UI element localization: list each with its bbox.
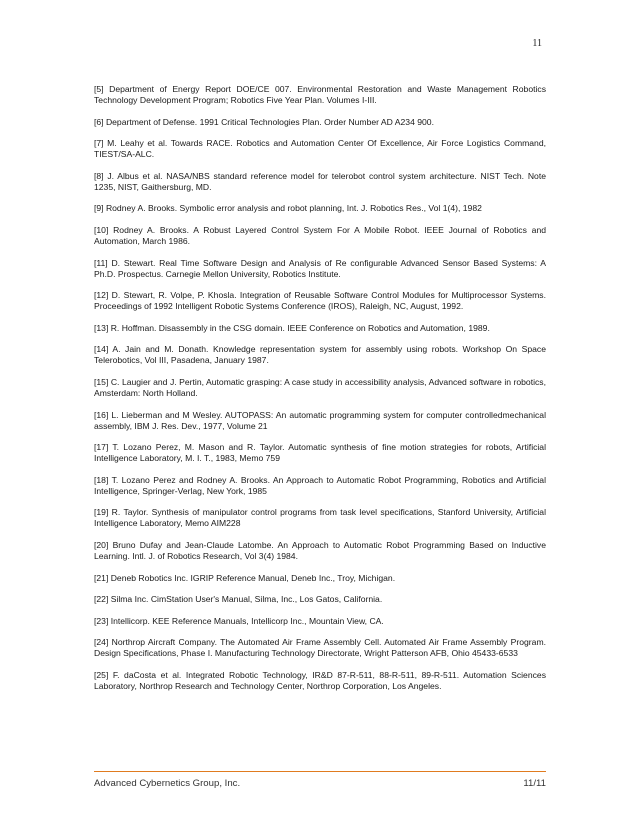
page-number: 11 <box>532 38 542 49</box>
reference-7: [7] M. Leahy et al. Towards RACE. Robotics and Automation Center Of Excellence, Air Force Logistics Command, TIEST/SA-ALC. <box>94 138 546 160</box>
reference-24: [24] Northrop Aircraft Company. The Automated Air Frame Assembly Cell. Automated Air Frame Assembly Program. Design Specifications, Phase I. Manufacturing Technology Directorate, Wright Patterson AFB, Ohio 45433-6533 <box>94 637 546 659</box>
reference-10: [10] Rodney A. Brooks. A Robust Layered Control System For A Mobile Robot. IEEE Journal of Robotics and Automation, March 1986. <box>94 224 546 246</box>
reference-22: [22] Silma Inc. CimStation User's Manual, Silma, Inc., Los Gatos, California. <box>94 594 383 605</box>
reference-16: [16] L. Lieberman and M Wesley. AUTOPASS: An automatic programming system for computer controlledmechanical assembly, IBM J. Res. Dev., 1977, Volume 21 <box>94 409 546 431</box>
reference-21: [21] Deneb Robotics Inc. IGRIP Reference Manual, Deneb Inc., Troy, Michigan. <box>94 572 396 583</box>
reference-25: [25] F. daCosta et al. Integrated Robotic Technology, IR&D 87-R-511, 88-R-511, 89-R-511. Automation Sciences Laboratory, Northrop Research and Technology Center, Northrop Corporation, Los Angeles. <box>94 669 546 691</box>
reference-19: [19] R. Taylor. Synthesis of manipulator control programs from task level specifications, Stanford University, Artificial Intelligence Laboratory, Memo AIM228 <box>94 507 546 529</box>
reference-20: [20] Bruno Dufay and Jean-Claude Latombe. An Approach to Automatic Robot Programming Based on Inductive Learning. Intl. J. of Robotics Research, Vol 3(4) 1984. <box>94 539 546 561</box>
reference-18: [18] T. Lozano Perez and Rodney A. Brooks. An Approach to Automatic Robot Programming, Robotics and Artificial Intelligence, Springer-Verlag, New York, 1985 <box>94 474 546 496</box>
reference-13: [13] R. Hoffman. Disassembly in the CSG domain. IEEE Conference on Robotics and Automation, 1989. <box>94 322 490 333</box>
reference-15: [15] C. Laugier and J. Pertin, Automatic grasping: A case study in accessibility analysis, Advanced software in robotics, Amsterdam: North Holland. <box>94 376 546 398</box>
reference-9: [9] Rodney A. Brooks. Symbolic error analysis and robot planning, Int. J. Robotics Res., Vol 1(4), 1982 <box>94 203 482 214</box>
footer-rule <box>94 771 546 772</box>
reference-14: [14] A. Jain and M. Donath. Knowledge representation system for assembly using robots. Workshop On Space Telerobotics, Vol III, Pasadena, January 1987. <box>94 344 546 366</box>
reference-12: [12] D. Stewart, R. Volpe, P. Khosla. Integration of Reusable Software Control Modules for Multiprocessor Systems. Proceedings of 1992 Intelligent Robotic Systems Conference (IROS), Raleigh, NC, August, 1992. <box>94 290 546 312</box>
reference-17: [17] T. Lozano Perez, M. Mason and R. Taylor. Automatic synthesis of fine motion strategies for robots, Artificial Intelligence Laboratory, M. I. T., 1983, Memo 759 <box>94 442 546 464</box>
footer-company: Advanced Cybernetics Group, Inc. <box>94 778 241 789</box>
reference-11: [11] D. Stewart. Real Time Software Design and Analysis of Re configurable Advanced Sensor Based Systems: A Ph.D. Prospectus. Carnegie Mellon University, Robotics Institute. <box>94 257 546 279</box>
reference-5: [5] Department of Energy Report DOE/CE 007. Environmental Restoration and Waste Management Robotics Technology Development Program; Robotics Five Year Plan. Volumes I-III. <box>94 84 546 105</box>
reference-list <box>94 84 546 702</box>
reference-23: [23] Intellicorp. KEE Reference Manuals, Intellicorp Inc., Mountain View, CA. <box>94 615 384 626</box>
reference-6: [6] Department of Defense. 1991 Critical Technologies Plan. Order Number AD A234 900. <box>94 116 434 127</box>
footer-page-number: 11/11 <box>523 778 546 789</box>
reference-8: [8] J. Albus et al. NASA/NBS standard reference model for telerobot control system architecture. NIST Tech. Note 1235, NIST, Gaithersburg, MD. <box>94 170 546 192</box>
